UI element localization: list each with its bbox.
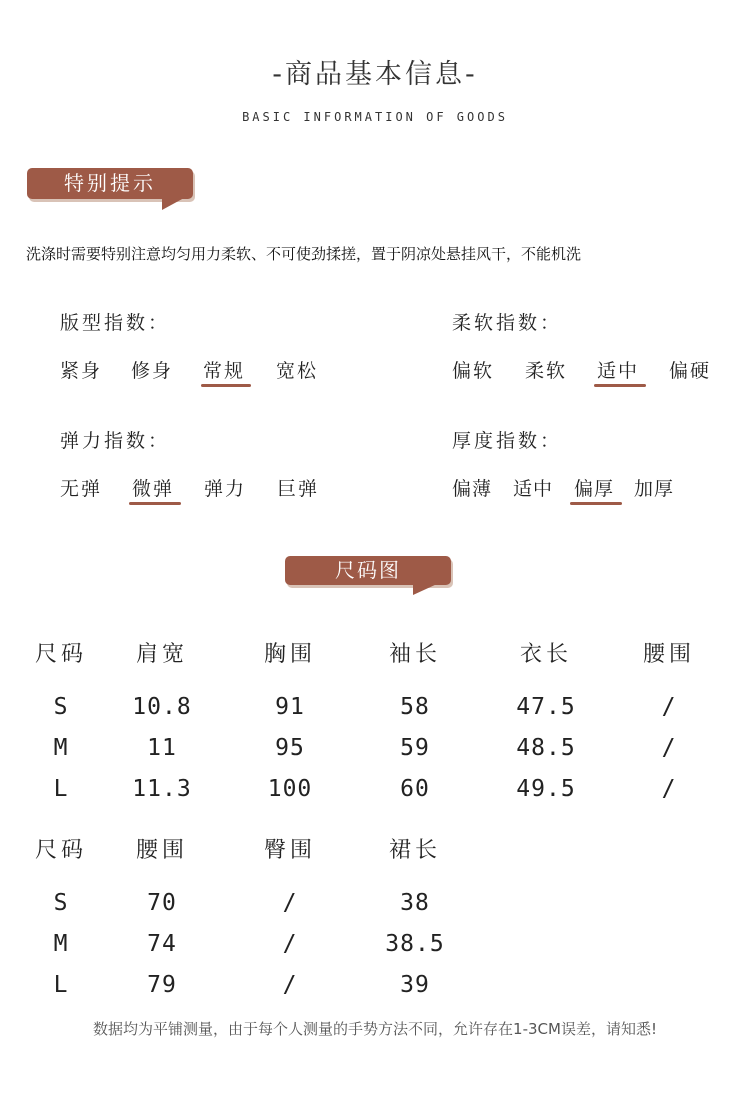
notice-tag xyxy=(27,168,195,214)
table-cell: M xyxy=(53,735,69,761)
softness-option: 柔软 xyxy=(525,360,568,382)
thickness-option-selected: 偏厚 xyxy=(574,478,615,500)
table-cell: / xyxy=(282,890,298,916)
table-cell: S xyxy=(53,694,69,720)
elasticity-selected-underline xyxy=(129,502,181,505)
softness-index-label: 柔软指数： xyxy=(452,312,563,334)
table-header: 肩宽 xyxy=(135,642,188,667)
table-cell: 39 xyxy=(400,972,430,998)
table-cell: 47.5 xyxy=(516,694,576,720)
table-cell: 74 xyxy=(147,931,177,957)
table-cell: 49.5 xyxy=(516,776,576,802)
table-cell: / xyxy=(661,694,677,720)
thickness-option: 加厚 xyxy=(634,478,675,500)
table-cell: 10.8 xyxy=(132,694,192,720)
table-cell: 59 xyxy=(400,735,430,761)
table-cell: 70 xyxy=(147,890,177,916)
table-cell: 60 xyxy=(400,776,430,802)
fit-option-selected: 常规 xyxy=(203,360,246,382)
table-cell: 95 xyxy=(275,735,305,761)
table-cell: 38 xyxy=(400,890,430,916)
table-cell: L xyxy=(53,776,69,802)
table-cell: 38.5 xyxy=(385,931,445,957)
table-header: 袖长 xyxy=(388,642,441,667)
fit-index-label: 版型指数： xyxy=(60,312,171,334)
notice-tag-tail xyxy=(162,198,184,210)
table-header: 尺码 xyxy=(34,838,87,863)
fit-option: 紧身 xyxy=(60,360,103,382)
table-header: 尺码 xyxy=(34,642,87,667)
fit-selected-underline xyxy=(201,384,251,387)
table-cell: L xyxy=(53,972,69,998)
table-cell: 48.5 xyxy=(516,735,576,761)
thickness-option: 适中 xyxy=(513,478,554,500)
care-notice-text: 洗涤时需要特别注意均匀用力柔软、不可使劲揉搓，置于阴凉处悬挂风干，不能机洗 xyxy=(26,245,582,263)
page-subtitle: BASIC INFORMATION OF GOODS xyxy=(242,110,508,124)
table-header: 衣长 xyxy=(519,642,572,667)
notice-tag-label: 特别提示 xyxy=(27,168,193,199)
elasticity-option: 无弹 xyxy=(60,478,103,500)
size-chart-tag-label: 尺码图 xyxy=(285,556,451,585)
measurement-footnote: 数据均为平铺测量，由于每个人测量的手势方法不同，允许存在1-3CM误差，请知悉! xyxy=(93,1020,657,1038)
softness-option: 偏硬 xyxy=(669,360,712,382)
size-chart-tag xyxy=(285,556,453,596)
table-cell: / xyxy=(282,972,298,998)
fit-option: 修身 xyxy=(131,360,174,382)
thickness-option: 偏薄 xyxy=(452,478,493,500)
elasticity-option: 弹力 xyxy=(204,478,247,500)
table-header: 臀围 xyxy=(263,838,316,863)
softness-option-selected: 适中 xyxy=(597,360,640,382)
thickness-selected-underline xyxy=(570,502,622,505)
table-cell: / xyxy=(661,776,677,802)
elasticity-option: 巨弹 xyxy=(277,478,320,500)
softness-selected-underline xyxy=(594,384,646,387)
table-cell: 91 xyxy=(275,694,305,720)
table-cell: 100 xyxy=(267,776,313,802)
thickness-index-label: 厚度指数： xyxy=(452,430,563,452)
table-cell: 79 xyxy=(147,972,177,998)
table-cell: / xyxy=(282,931,298,957)
table-cell: S xyxy=(53,890,69,916)
table-header: 腰围 xyxy=(642,642,695,667)
table-header: 腰围 xyxy=(135,838,188,863)
table-cell: 58 xyxy=(400,694,430,720)
table-header: 胸围 xyxy=(263,642,316,667)
elasticity-option-selected: 微弹 xyxy=(132,478,175,500)
table-cell: M xyxy=(53,931,69,957)
size-chart-tag-tail xyxy=(413,584,437,595)
fit-option: 宽松 xyxy=(276,360,319,382)
page-title: -商品基本信息- xyxy=(272,59,478,90)
softness-option: 偏软 xyxy=(452,360,495,382)
table-cell: 11 xyxy=(147,735,177,761)
table-cell: 11.3 xyxy=(132,776,192,802)
table-header: 裙长 xyxy=(388,838,441,863)
elasticity-index-label: 弹力指数： xyxy=(60,430,171,452)
table-cell: / xyxy=(661,735,677,761)
